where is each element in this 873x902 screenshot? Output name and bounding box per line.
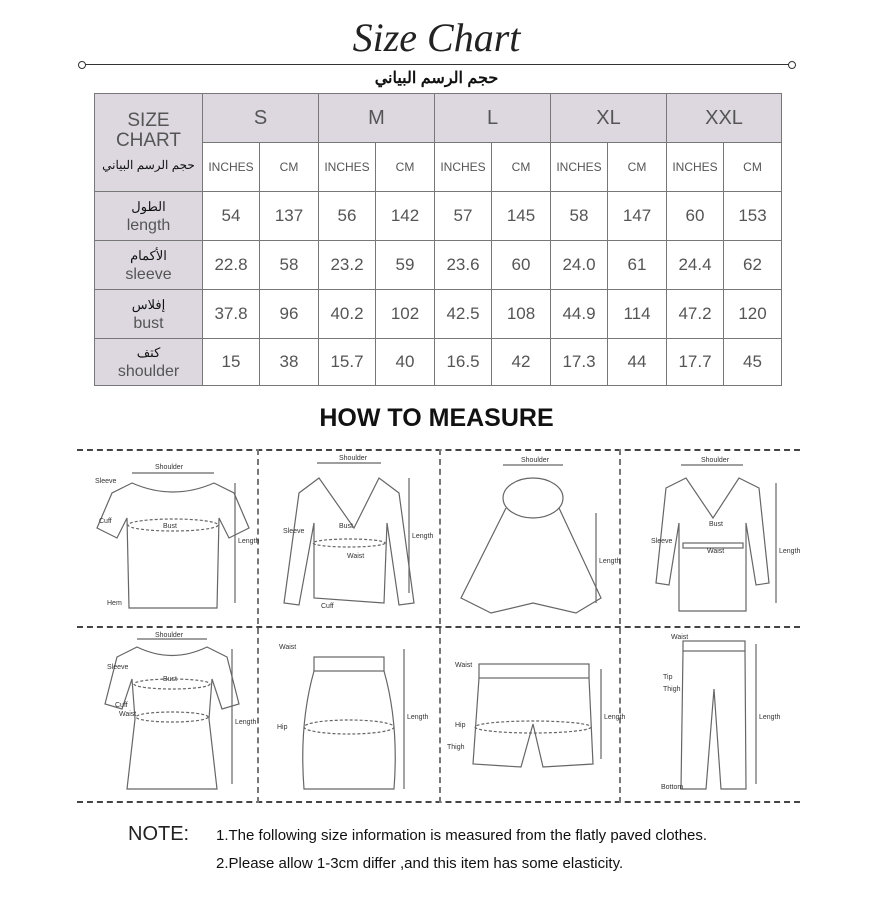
table-cell: 40 [376,339,435,386]
page-subtitle-arabic: حجم الرسم البياني [374,70,499,87]
unit-header: INCHES [435,143,492,192]
table-cell: 62 [724,241,782,290]
note-line-2: 2.Please allow 1-3cm differ ,and this item has some elasticity. [216,855,624,872]
table-cell: 59 [376,241,435,290]
dress-illustration [77,629,255,799]
sleeve-label: Sleeve [283,528,305,535]
tshirt-illustration [77,453,260,623]
hip-label: Hip [277,724,288,731]
table-cell: 60 [667,192,724,241]
corner-label-line2: CHART [115,129,182,151]
size-header-s: S [203,94,319,143]
table-cell: 102 [376,290,435,339]
unit-header: CM [260,143,319,192]
table-cell: 96 [260,290,319,339]
table-corner-label [95,94,203,192]
thigh-label: Thigh [663,686,681,693]
length-label: Length [235,719,257,726]
note-label: NOTE: [128,823,190,845]
row-label-english: length [126,217,171,234]
row-label-arabic: كتف [136,345,161,360]
table-cell: 42 [492,339,551,386]
shoulder-label: Shoulder [155,632,184,639]
row-label-arabic: الطول [131,199,166,214]
row-label-length [95,192,203,241]
shoulder-label: Shoulder [701,457,730,464]
row-label-sleeve [95,241,203,290]
table-cell: 38 [260,339,319,386]
waist-label: Waist [671,634,689,641]
waist-label: Waist [347,553,365,560]
table-cell: 147 [608,192,667,241]
unit-header: INCHES [319,143,376,192]
table-cell: 24.0 [551,241,608,290]
size-header-m: M [319,94,435,143]
shoulder-label: Shoulder [339,455,368,462]
table-cell: 15.7 [319,339,376,386]
size-header-xl: XL [551,94,667,143]
shorts-illustration [441,629,626,799]
coat-illustration [621,453,799,623]
bust-label: Bust [163,523,178,530]
table-cell: 142 [376,192,435,241]
length-label: Length [779,548,801,555]
page-title: Size Chart [352,15,521,60]
bust-label: Bust [709,521,724,528]
row-label-english: bust [133,315,164,332]
pants-illustration [621,629,799,799]
row-label-english: sleeve [125,266,172,283]
row-label-english: shoulder [117,363,180,380]
table-row-sleeve [95,241,782,290]
table-cell: 44.9 [551,290,608,339]
table-cell: 22.8 [203,241,260,290]
unit-header: INCHES [551,143,608,192]
cuff-label: Cuff [321,603,334,610]
size-chart-table [94,93,782,386]
table-cell: 24.4 [667,241,724,290]
length-label: Length [238,538,260,545]
table-cell: 58 [260,241,319,290]
table-cell: 153 [724,192,782,241]
unit-header: CM [724,143,782,192]
bottom-label: Bottom [661,784,684,791]
table-cell: 44 [608,339,667,386]
blazer-illustration [259,453,437,623]
length-label: Length [604,714,626,721]
table-cell: 60 [492,241,551,290]
measure-illustration-grid [77,449,800,803]
waist-label: Waist [455,662,473,669]
sleeve-label: Sleeve [107,664,129,671]
size-header-l: L [435,94,551,143]
shoulder-label: Shoulder [155,464,184,471]
length-label: Length [407,714,429,721]
corner-label-arabic: حجم الرسم البياني [102,157,195,172]
table-cell: 137 [260,192,319,241]
sleeve-label: Sleeve [95,478,117,485]
table-cell: 23.2 [319,241,376,290]
unit-header: CM [492,143,551,192]
table-row-length [95,192,782,241]
table-cell: 16.5 [435,339,492,386]
table-cell: 40.2 [319,290,376,339]
table-cell: 61 [608,241,667,290]
row-label-arabic: إفلاس [131,297,166,312]
waist-label: Waist [707,548,725,555]
unit-header: CM [608,143,667,192]
table-cell: 108 [492,290,551,339]
table-cell: 114 [608,290,667,339]
skirt-illustration [259,629,437,799]
cape-illustration [441,453,621,623]
row-label-arabic: الأكمام [130,248,167,263]
length-label: Length [599,558,621,565]
table-row-bust [95,290,782,339]
how-to-measure-heading: HOW TO MEASURE [319,404,554,432]
table-cell: 54 [203,192,260,241]
length-label: Length [759,714,781,721]
size-header-xxl: XXL [667,94,782,143]
hem-label: Hem [107,600,122,607]
cuff-label: Cuff [115,702,128,709]
tip-label: Tip [663,674,673,681]
unit-header: INCHES [667,143,724,192]
unit-header: CM [376,143,435,192]
table-cell: 37.8 [203,290,260,339]
note-line-1: 1.The following size information is measured from the flatly paved clothes. [216,827,708,844]
hip-label: Hip [455,722,466,729]
table-cell: 47.2 [667,290,724,339]
bust-label: Bust [339,523,354,530]
table-cell: 120 [724,290,782,339]
row-label-shoulder [95,339,203,386]
shoulder-label: Shoulder [521,457,550,464]
unit-header: INCHES [203,143,260,192]
row-label-bust [95,290,203,339]
bust-label: Bust [163,676,178,683]
table-cell: 15 [203,339,260,386]
table-cell: 23.6 [435,241,492,290]
table-cell: 56 [319,192,376,241]
cuff-label: Cuff [99,518,112,525]
waist-label: Waist [119,711,137,718]
table-cell: 17.7 [667,339,724,386]
table-row-shoulder [95,339,782,386]
thigh-label: Thigh [447,744,465,751]
table-cell: 57 [435,192,492,241]
table-cell: 42.5 [435,290,492,339]
table-cell: 45 [724,339,782,386]
corner-label-line1: SIZE [127,109,170,131]
title-divider [84,64,790,65]
table-cell: 17.3 [551,339,608,386]
waist-label: Waist [279,644,297,651]
sleeve-label: Sleeve [651,538,673,545]
table-cell: 145 [492,192,551,241]
table-cell: 58 [551,192,608,241]
length-label: Length [412,533,434,540]
